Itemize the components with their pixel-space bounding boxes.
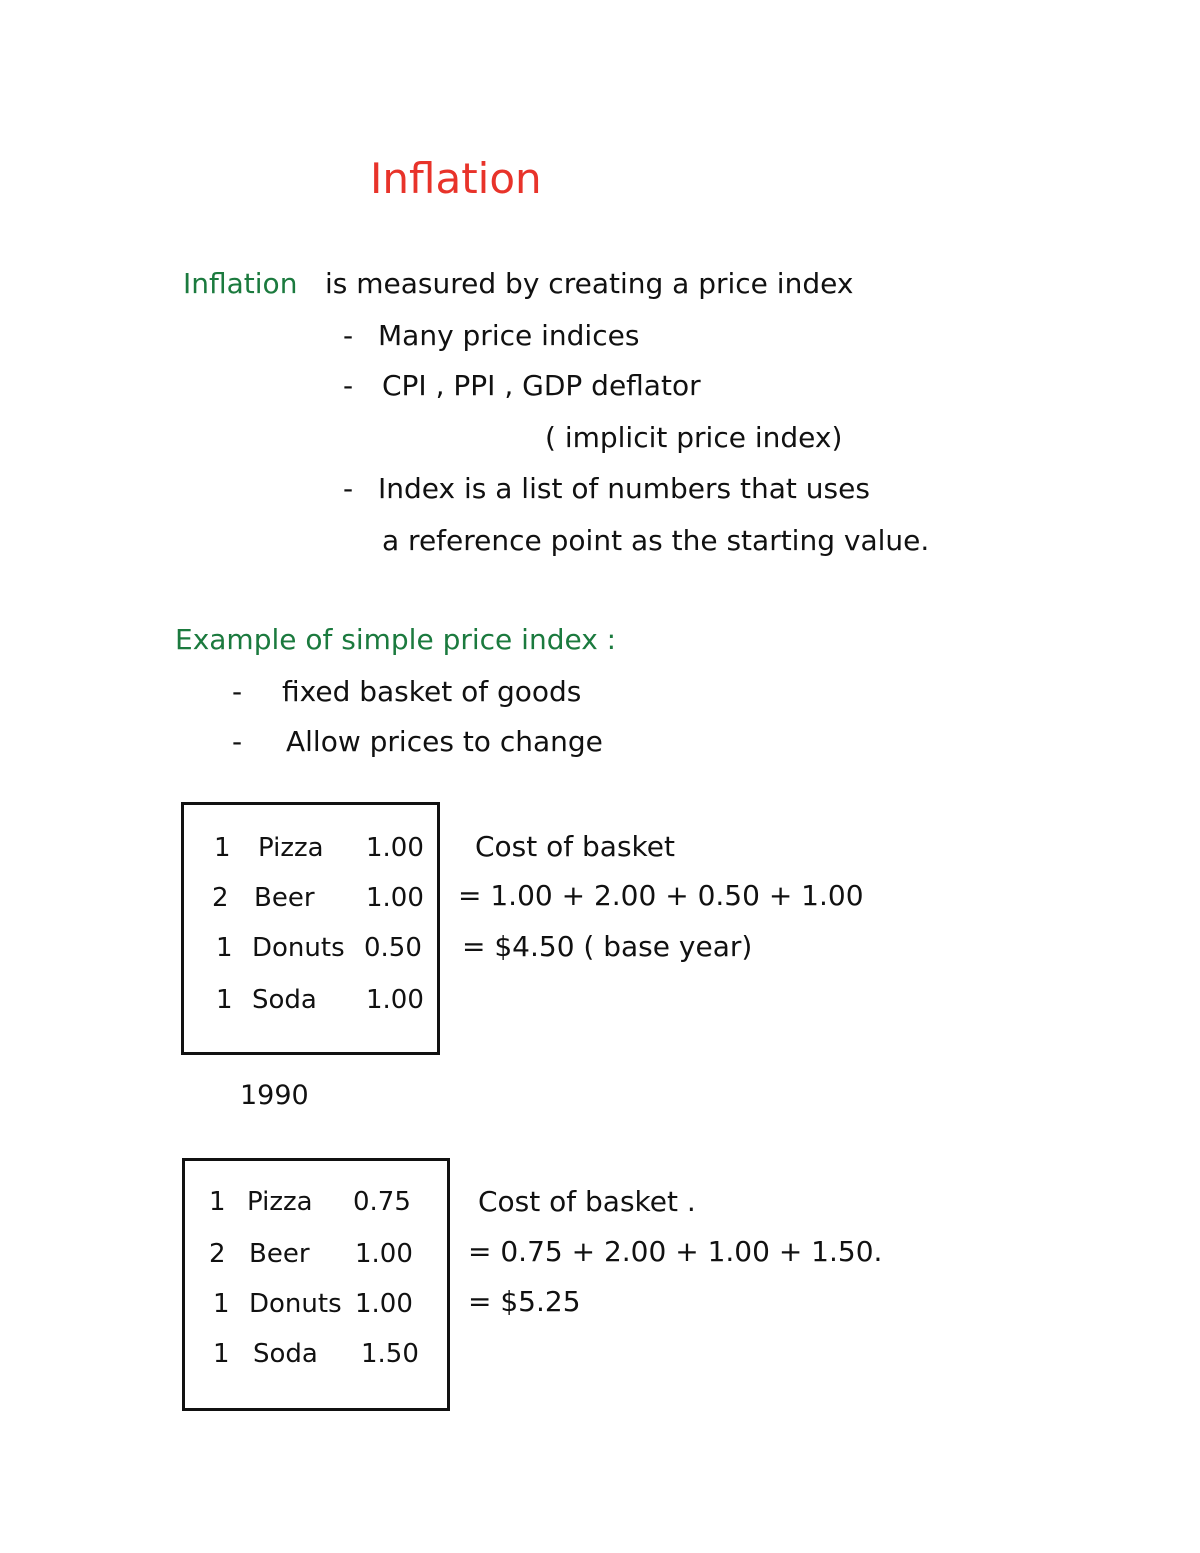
bullet-text: ( implicit price index)	[545, 421, 843, 454]
basket-price: 1.00	[366, 985, 424, 1015]
bullet-text: fixed basket of goods	[282, 675, 582, 708]
cost-sum-line: = 0.75 + 2.00 + 1.00 + 1.50.	[468, 1235, 883, 1268]
basket-qty: 1	[216, 985, 233, 1015]
basket-item: Donuts	[252, 933, 345, 963]
basket-price: 0.75	[353, 1187, 411, 1217]
basket-price: 1.00	[366, 833, 424, 863]
inflation-heading: Inflation	[183, 267, 298, 300]
basket-price: 1.50	[361, 1339, 419, 1369]
bullet-mark: -	[343, 472, 354, 505]
bullet-text: a reference point as the starting value.	[382, 524, 930, 557]
bullet-mark: -	[232, 725, 243, 758]
basket-item: Soda	[253, 1339, 318, 1369]
bullet-text: Many price indices	[378, 319, 640, 352]
basket-item: Soda	[252, 985, 317, 1015]
cost-label: Cost of basket	[475, 830, 675, 863]
cost-label: Cost of basket .	[478, 1185, 696, 1218]
basket-1990-box	[182, 1158, 450, 1411]
basket-item: Pizza	[247, 1187, 313, 1217]
basket-qty: 1	[213, 1289, 230, 1319]
basket-qty: 1	[209, 1187, 226, 1217]
basket-qty: 2	[212, 883, 229, 913]
basket-qty: 1	[216, 933, 233, 963]
bullet-mark: -	[343, 369, 354, 402]
basket-price: 0.50	[364, 933, 422, 963]
basket-price: 1.00	[366, 883, 424, 913]
bullet-text: Allow prices to change	[286, 725, 603, 758]
basket-qty: 1	[214, 833, 231, 863]
page-title: Inflation	[370, 154, 542, 203]
bullet-mark: -	[232, 675, 243, 708]
intro-text: is measured by creating a price index	[325, 267, 854, 300]
basket-item: Beer	[254, 883, 315, 913]
basket-item: Pizza	[258, 833, 324, 863]
bullet-text: CPI , PPI , GDP deflator	[382, 369, 701, 402]
bullet-mark: -	[343, 319, 354, 352]
basket-price: 1.00	[355, 1289, 413, 1319]
cost-total-line: = $4.50 ( base year)	[462, 930, 753, 963]
cost-sum-line: = 1.00 + 2.00 + 0.50 + 1.00	[458, 879, 864, 912]
basket-qty: 1	[213, 1339, 230, 1369]
basket-item: Donuts	[249, 1289, 342, 1319]
basket-qty: 2	[209, 1239, 226, 1269]
basket-item: Beer	[249, 1239, 310, 1269]
bullet-text: Index is a list of numbers that uses	[378, 472, 870, 505]
example-heading: Example of simple price index :	[175, 623, 617, 656]
base-basket-box	[181, 802, 440, 1055]
year-label: 1990	[240, 1080, 309, 1111]
cost-total-line: = $5.25	[468, 1285, 581, 1318]
basket-price: 1.00	[355, 1239, 413, 1269]
